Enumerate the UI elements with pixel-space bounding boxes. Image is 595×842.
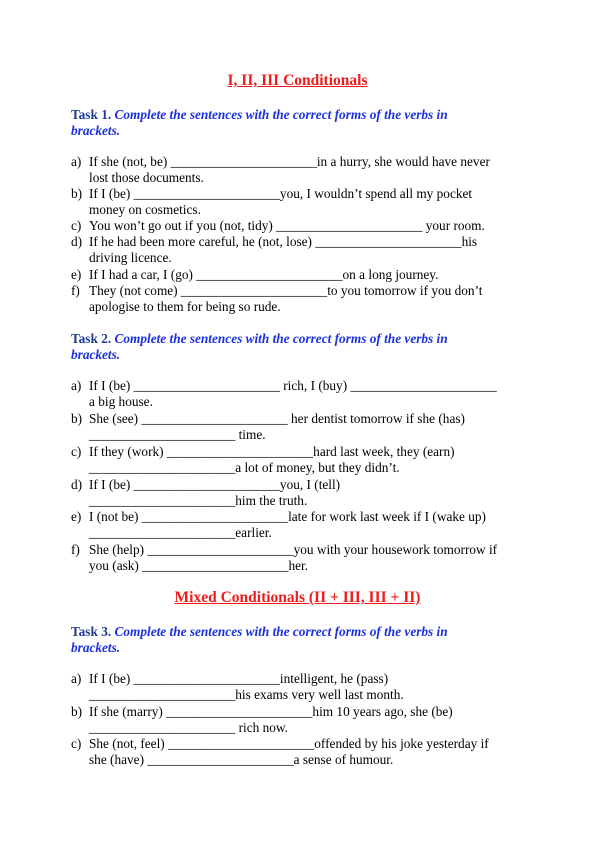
item-letter: c) <box>71 444 82 459</box>
item-line2: driving licence. <box>89 250 172 265</box>
item-letter: c) <box>71 736 82 751</box>
item-line1: She (see) ______________________ her dentist tomorrow if she (has) <box>89 411 465 426</box>
item-line1: If I (be) ______________________you, I wouldn’t spend all my pocket <box>89 186 473 201</box>
item-letter: f) <box>71 283 80 298</box>
item-letter: a) <box>71 378 82 393</box>
item-letter: b) <box>71 186 83 201</box>
item-line2: lost those documents. <box>89 170 204 185</box>
item-line2: ______________________him the truth. <box>89 493 308 508</box>
main-title: I, II, III Conditionals <box>227 72 368 89</box>
item-line1: She (not, feel) ______________________offended by his joke yesterday if <box>89 736 489 751</box>
item-line2: ______________________a lot of money, but they didn’t. <box>89 460 400 475</box>
item-line1: I (not be) ______________________late for work last week if I (wake up) <box>89 509 486 524</box>
task-2-label: Task 2. <box>71 331 112 346</box>
item-line2: money on cosmetics. <box>89 202 201 217</box>
item-letter: d) <box>71 477 83 492</box>
item-line1: You won’t go out if you (not, tidy) ______________________ your room. <box>89 218 485 233</box>
item-line2: a big house. <box>89 394 153 409</box>
item-letter: b) <box>71 704 83 719</box>
item-line1: If I (be) ______________________you, I (tell) <box>89 477 341 492</box>
item-letter: e) <box>71 509 82 524</box>
item-line2: ______________________ rich now. <box>89 720 288 735</box>
item-line1: If I (be) ______________________ rich, I (buy) ______________________ <box>89 378 497 393</box>
item-letter: b) <box>71 411 83 426</box>
item-line2: she (have) ______________________a sense of humour. <box>89 752 394 767</box>
task-3-instruction-line1: Complete the sentences with the correct forms of the verbs in <box>114 624 448 639</box>
item-letter: d) <box>71 234 83 249</box>
task-1-heading <box>71 107 511 139</box>
task-3-instruction-line2: brackets. <box>71 640 121 655</box>
task-2-heading <box>71 331 511 363</box>
item-letter: c) <box>71 218 82 233</box>
item-line2: ______________________his exams very well last month. <box>89 687 404 702</box>
item-line1: If I had a car, I (go) ______________________on a long journey. <box>89 267 439 282</box>
task-2-instruction-line1: Complete the sentences with the correct forms of the verbs in <box>114 331 448 346</box>
item-line1: If they (work) ______________________hard last week, they (earn) <box>89 444 455 459</box>
item-line1: If I (be) ______________________intelligent, he (pass) <box>89 671 389 686</box>
item-line1: If she (marry) ______________________him 10 years ago, she (be) <box>89 704 453 719</box>
item-line2: ______________________ time. <box>89 427 266 442</box>
item-letter: e) <box>71 267 82 282</box>
item-letter: a) <box>71 154 82 169</box>
mixed-conditionals-title: Mixed Conditionals (II + III, III + II) <box>174 589 421 606</box>
task-1-instruction-line2: brackets. <box>71 123 121 138</box>
task-3-heading <box>71 624 511 656</box>
item-line1: They (not come) ______________________to you tomorrow if you don’t <box>89 283 483 298</box>
task-1-instruction-line1: Complete the sentences with the correct forms of the verbs in <box>114 107 448 122</box>
item-line1: If she (not, be) ______________________in a hurry, she would have never <box>89 154 490 169</box>
item-letter: a) <box>71 671 82 686</box>
item-line2: ______________________earlier. <box>89 525 272 540</box>
task-1-label: Task 1. <box>71 107 112 122</box>
item-line2: you (ask) ______________________her. <box>89 558 309 573</box>
task-2-instruction-line2: brackets. <box>71 347 121 362</box>
item-line1: If he had been more careful, he (not, lose) ______________________his <box>89 234 478 249</box>
item-letter: f) <box>71 542 80 557</box>
task-3-label: Task 3. <box>71 624 112 639</box>
item-line2: apologise to them for being so rude. <box>89 299 281 314</box>
item-line1: She (help) ______________________you with your housework tomorrow if <box>89 542 498 557</box>
